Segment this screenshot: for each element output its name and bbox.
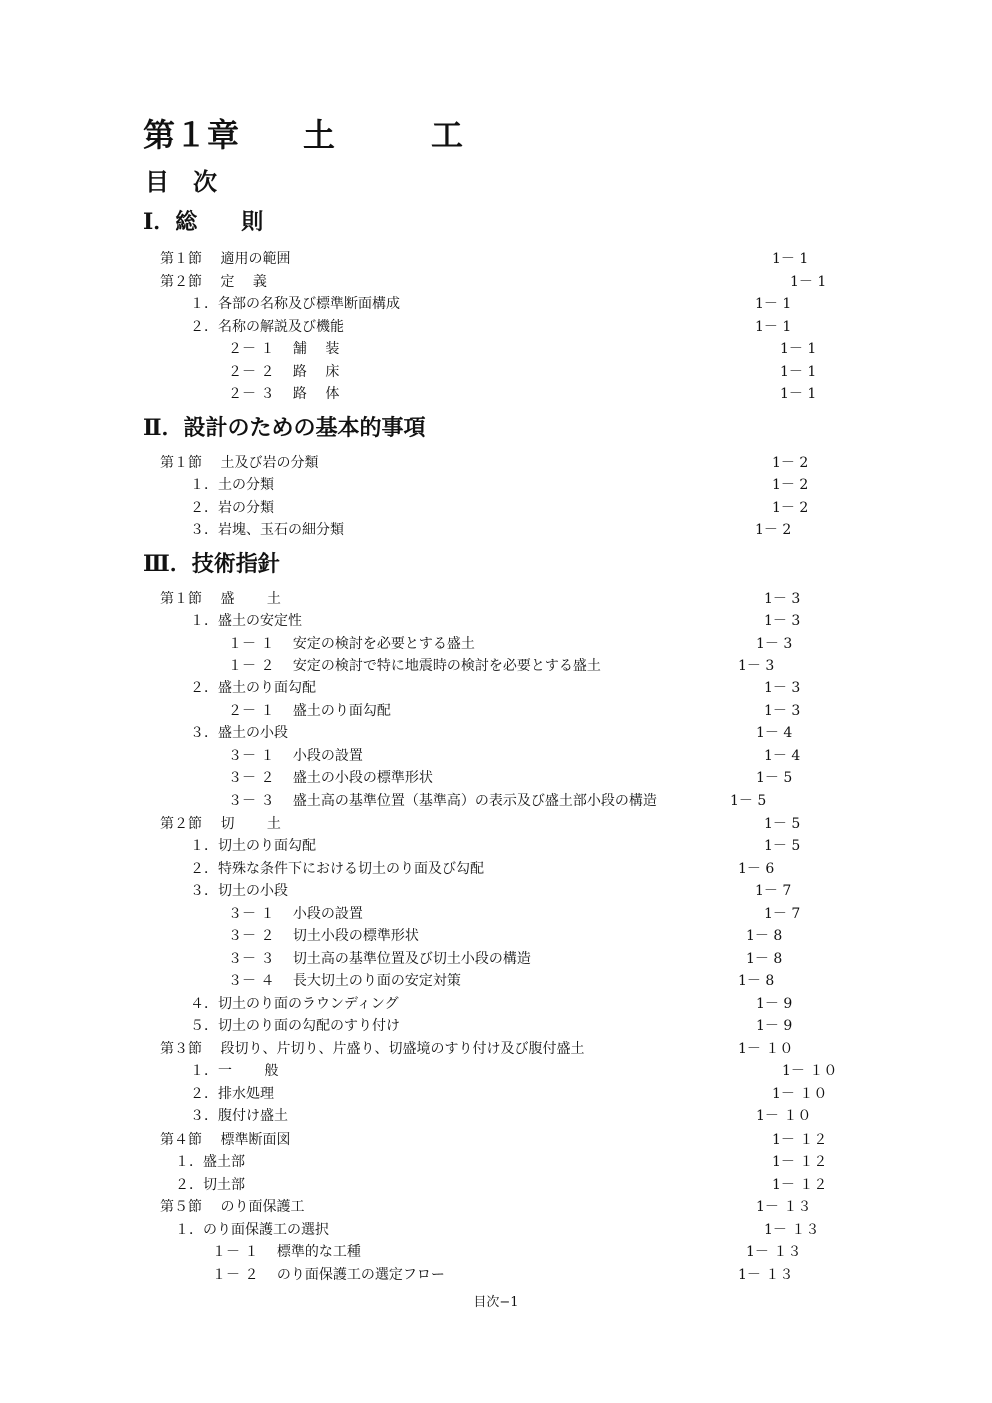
toc-label: 目 次 xyxy=(145,167,217,196)
toc-entry-title: ３．腹付け盛土 xyxy=(190,1108,288,1124)
toc-entry xyxy=(0,1130,992,1150)
toc-entry-title: ３－ ３ 切土高の基準位置及び切土小段の構造 xyxy=(228,951,531,967)
toc-entry-page: 1－ 3 xyxy=(764,591,801,607)
toc-entry-page: 1－ １３ xyxy=(746,1244,802,1260)
toc-entry-page: 1－ 8 xyxy=(738,973,775,989)
toc-entry-page: 1－ 8 xyxy=(746,951,783,967)
toc-entry xyxy=(0,1220,992,1240)
toc-entry-page: 1－ 3 xyxy=(764,703,801,719)
toc-entry xyxy=(0,723,992,743)
toc-entry xyxy=(0,1016,992,1036)
toc-entry-page: 1－ １３ xyxy=(764,1222,820,1238)
toc-entry xyxy=(0,1061,992,1081)
toc-entry-page: 1－ 9 xyxy=(756,1018,793,1034)
toc-entry xyxy=(0,520,992,540)
toc-entry-title: ２．岩の分類 xyxy=(190,500,274,516)
toc-entry-page: 1－ 7 xyxy=(764,906,801,922)
chapter-title: 第１章 土 工 xyxy=(143,116,464,154)
toc-entry-title: ２－ １ 舗 装 xyxy=(228,341,340,357)
toc-entry-title: １．土の分類 xyxy=(190,477,274,493)
toc-entry xyxy=(0,701,992,721)
toc-entry-title: １－ １ 安定の検討を必要とする盛土 xyxy=(228,636,475,652)
toc-entry-title: 第３節 段切り、片切り、片盛り、切盛境のすり付け及び腹付盛土 xyxy=(160,1041,585,1057)
part-heading-3: Ⅲ．技術指針 xyxy=(143,551,280,577)
toc-entry-title: ３－ ４ 長大切土のり面の安定対策 xyxy=(228,973,461,989)
toc-entry-title: １．盛土の安定性 xyxy=(190,613,302,629)
toc-entry-page: 1－ 1 xyxy=(755,296,792,312)
toc-entry-title: １．一 般 xyxy=(190,1063,279,1079)
toc-entry xyxy=(0,949,992,969)
toc-entry xyxy=(0,249,992,269)
toc-entry-page: 1－ 9 xyxy=(756,996,793,1012)
toc-entry-title: ２．名称の解説及び機能 xyxy=(190,319,344,335)
toc-entry xyxy=(0,611,992,631)
toc-entry xyxy=(0,634,992,654)
toc-entry-title: １．盛土部 xyxy=(175,1154,245,1170)
toc-entry-title: ２－ ３ 路 体 xyxy=(228,386,340,402)
toc-entry-title: １－ ２ 安定の検討で特に地震時の検討を必要とする盛土 xyxy=(228,658,601,674)
toc-entry xyxy=(0,362,992,382)
toc-entry-title: ５．切土のり面の勾配のすり付け xyxy=(190,1018,400,1034)
toc-entry-title: 第２節 切 土 xyxy=(160,816,281,832)
toc-entry-page: 1－ 5 xyxy=(756,770,793,786)
toc-entry-page: 1－ 2 xyxy=(772,500,809,516)
toc-entry xyxy=(0,1084,992,1104)
toc-entry xyxy=(0,1152,992,1172)
toc-entry xyxy=(0,678,992,698)
toc-entry-title: ２．盛土のり面勾配 xyxy=(190,680,316,696)
toc-entry-page: 1－ 7 xyxy=(755,883,792,899)
toc-entry-page: 1－ 3 xyxy=(764,680,801,696)
toc-entry xyxy=(0,926,992,946)
toc-entry xyxy=(0,1106,992,1126)
toc-entry-title: １－ ２ のり面保護工の選定フロー xyxy=(212,1267,445,1283)
toc-entry xyxy=(0,294,992,314)
toc-entry-page: 1－ １２ xyxy=(772,1132,828,1148)
toc-entry-page: 1－ 1 xyxy=(780,341,817,357)
toc-entry xyxy=(0,1242,992,1262)
toc-entry xyxy=(0,746,992,766)
toc-entry-page: 1－ 3 xyxy=(738,658,775,674)
toc-entry-page: 1－ 2 xyxy=(772,477,809,493)
toc-entry-title: ２－ １ 盛土のり面勾配 xyxy=(228,703,391,719)
toc-entry xyxy=(0,904,992,924)
toc-entry xyxy=(0,589,992,609)
toc-entry-page: 1－ １０ xyxy=(772,1086,828,1102)
toc-entry-page: 1－ 8 xyxy=(746,928,783,944)
toc-entry xyxy=(0,814,992,834)
toc-entry-page: 1－ 3 xyxy=(756,636,793,652)
toc-entry-title: ２．排水処理 xyxy=(190,1086,274,1102)
part-heading-2: Ⅱ．設計のための基本的事項 xyxy=(143,415,426,441)
toc-entry-page: 1－ １２ xyxy=(772,1177,828,1193)
toc-entry-page: 1－ 6 xyxy=(738,861,775,877)
toc-entry xyxy=(0,1175,992,1195)
toc-entry xyxy=(0,971,992,991)
toc-entry-title: １．各部の名称及び標準断面構成 xyxy=(190,296,400,312)
toc-entry-page: 1－ 3 xyxy=(764,613,801,629)
part-heading-1: Ⅰ．総 則 xyxy=(143,209,264,235)
toc-entry-title: 第５節 のり面保護工 xyxy=(160,1199,305,1215)
toc-entry-page: 1－ 1 xyxy=(780,364,817,380)
toc-entry-page: 1－ 5 xyxy=(764,816,801,832)
toc-entry-title: 第１節 盛 土 xyxy=(160,591,281,607)
toc-entry-title: ３－ ３ 盛土高の基準位置（基準高）の表示及び盛土部小段の構造 xyxy=(228,793,657,809)
toc-entry-title: 第４節 標準断面図 xyxy=(160,1132,291,1148)
toc-entry-title: ４．切土のり面のラウンディング xyxy=(190,996,399,1012)
toc-entry-page: 1－ 5 xyxy=(730,793,767,809)
toc-entry xyxy=(0,881,992,901)
toc-entry-page: 1－ 2 xyxy=(772,455,809,471)
toc-entry-title: ３．盛土の小段 xyxy=(190,725,288,741)
toc-entry-page: 1－ 4 xyxy=(764,748,801,764)
toc-entry xyxy=(0,272,992,292)
toc-entry-page: 1－ 4 xyxy=(756,725,793,741)
toc-entry-page: 1－ １０ xyxy=(738,1041,794,1057)
toc-entry-page: 1－ 1 xyxy=(755,319,792,335)
toc-entry-title: ３．岩塊、玉石の細分類 xyxy=(190,522,344,538)
toc-entry-page: 1－ 5 xyxy=(764,838,801,854)
toc-entry-title: 第１節 適用の範囲 xyxy=(160,251,291,267)
toc-entry-page: 1－ 1 xyxy=(780,386,817,402)
toc-entry-page: 1－ 1 xyxy=(772,251,809,267)
toc-entry xyxy=(0,1197,992,1217)
toc-entry-title: ３－ ２ 切土小段の標準形状 xyxy=(228,928,419,944)
toc-entry xyxy=(0,498,992,518)
toc-entry xyxy=(0,791,992,811)
toc-entry-page: 1－ １２ xyxy=(772,1154,828,1170)
toc-entry-title: ２．切土部 xyxy=(175,1177,245,1193)
toc-entry xyxy=(0,453,992,473)
toc-entry xyxy=(0,859,992,879)
toc-entry-page: 1－ １０ xyxy=(782,1063,838,1079)
toc-entry xyxy=(0,317,992,337)
page-footer: 目次−1 xyxy=(473,1295,519,1310)
toc-entry-page: 1－ 1 xyxy=(790,274,827,290)
toc-entry xyxy=(0,836,992,856)
toc-entry xyxy=(0,1265,992,1285)
toc-entry xyxy=(0,1039,992,1059)
toc-entry-title: ３－ １ 小段の設置 xyxy=(228,906,363,922)
toc-entry xyxy=(0,768,992,788)
toc-entry-title: ２．特殊な条件下における切土のり面及び勾配 xyxy=(190,861,484,877)
toc-entry xyxy=(0,384,992,404)
toc-entry-title: １－ １ 標準的な工種 xyxy=(212,1244,361,1260)
toc-entry-page: 1－ １０ xyxy=(756,1108,812,1124)
toc-entry-page: 1－ １３ xyxy=(738,1267,794,1283)
toc-entry-title: 第２節 定 義 xyxy=(160,274,267,290)
toc-entry-title: １．切土のり面勾配 xyxy=(190,838,316,854)
toc-entry xyxy=(0,475,992,495)
toc-entry xyxy=(0,656,992,676)
toc-entry-title: ３－ ２ 盛土の小段の標準形状 xyxy=(228,770,433,786)
toc-entry-title: ２－ ２ 路 床 xyxy=(228,364,340,380)
toc-entry-page: 1－ 2 xyxy=(755,522,792,538)
toc-entry-title: ３．切土の小段 xyxy=(190,883,288,899)
toc-entry-title: ３－ １ 小段の設置 xyxy=(228,748,363,764)
toc-entry-title: 第１節 土及び岩の分類 xyxy=(160,455,319,471)
toc-entry-title: １．のり面保護工の選択 xyxy=(175,1222,329,1238)
toc-entry xyxy=(0,994,992,1014)
toc-entry xyxy=(0,339,992,359)
toc-entry-page: 1－ １３ xyxy=(756,1199,812,1215)
